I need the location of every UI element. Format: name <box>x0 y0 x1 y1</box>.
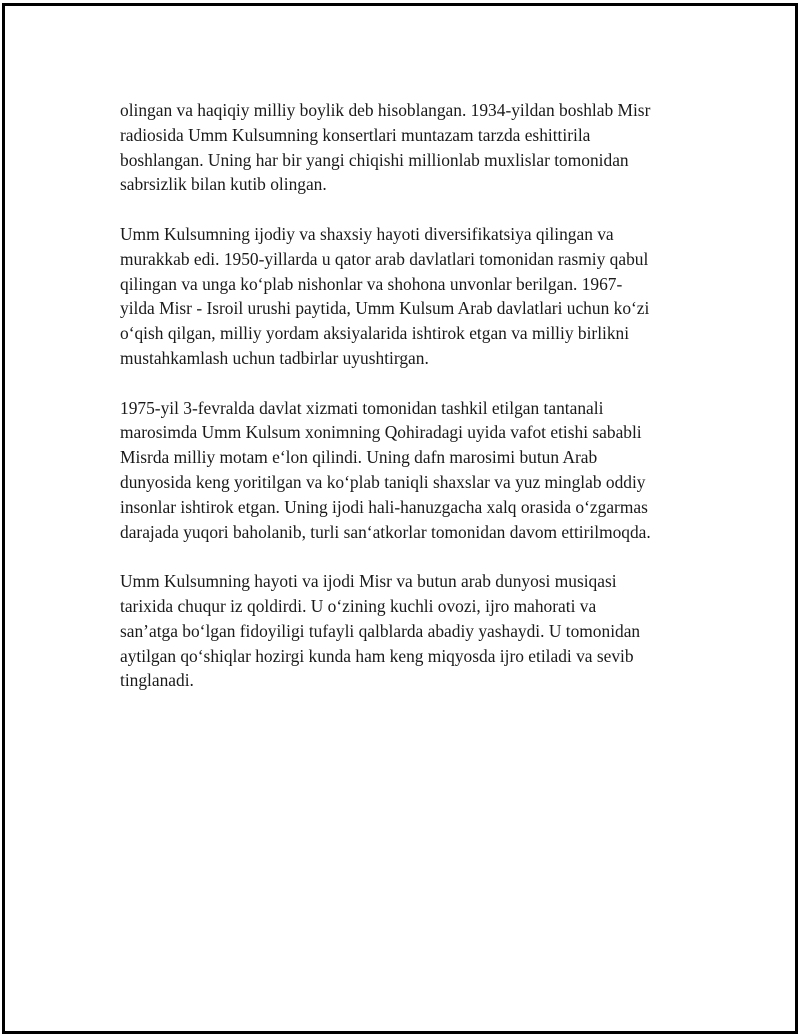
paragraph <box>120 98 700 197</box>
paragraph <box>120 396 700 545</box>
text-line: sanʼatga boʻlgan fidoyiligi tufayli qalblarda abadiy yashaydi. U tomonidan <box>120 620 641 641</box>
text-line: 1975-yil 3-fevralda davlat xizmati tomonidan tashkil etilgan tantanali <box>120 397 604 418</box>
text-line: mustahkamlash uchun tadbirlar uyushtirgan. <box>120 347 429 368</box>
text-line: Umm Kulsumning hayoti va ijodi Misr va butun arab dunyosi musiqasi <box>120 571 617 592</box>
text-line: tarixida chuqur iz qoldirdi. U oʻzining kuchli ovozi, ijro mahorati va <box>120 595 597 616</box>
text-line: sabrsizlik bilan kutib olingan. <box>120 174 327 195</box>
text-line: murakkab edi. 1950-yillarda u qator arab davlatlari tomonidan rasmiy qabul <box>120 248 649 269</box>
text-line: insonlar ishtirok etgan. Uning ijodi hali-hanuzgacha xalq orasida oʻzgarmas <box>120 496 648 517</box>
text-line: tinglanadi. <box>120 670 194 691</box>
paragraph <box>120 569 700 693</box>
text-line: dunyosida keng yoritilgan va koʻplab taniqli shaxslar va yuz minglab oddiy <box>120 471 646 492</box>
text-line: aytilgan qoʻshiqlar hozirgi kunda ham keng miqyosda ijro etiladi va sevib <box>120 645 634 666</box>
text-line: olingan va haqiqiy milliy boylik deb hisoblangan. 1934-yildan boshlab Misr <box>120 100 651 120</box>
text-line: boshlangan. Uning har bir yangi chiqishi millionlab muxlislar tomonidan <box>120 149 629 170</box>
text-line: Misrda milliy motam eʻlon qilindi. Uning dafn marosimi butun Arab <box>120 447 598 468</box>
paragraph <box>120 222 700 371</box>
text-line: marosimda Umm Kulsum xonimning Qohiradagi uyida vafot etishi sababli <box>120 422 642 443</box>
text-line: darajada yuqori baholanib, turli sanʻatkorlar tomonidan davom ettirilmoqda. <box>120 521 651 542</box>
document-body <box>120 98 700 718</box>
text-line: yilda Misr - Isroil urushi paytida, Umm Kulsum Arab davlatlari uchun koʻzi <box>120 298 650 319</box>
text-line: oʻqish qilgan, milliy yordam aksiyalarida ishtirok etgan va milliy birlikni <box>120 323 630 344</box>
page-frame <box>2 3 798 1034</box>
text-line: qilingan va unga koʻplab nishonlar va shohona unvonlar berilgan. 1967- <box>120 273 623 294</box>
text-line: radiosida Umm Kulsumning konsertlari muntazam tarzda eshittirila <box>120 124 591 145</box>
text-line: Umm Kulsumning ijodiy va shaxsiy hayoti diversifikatsiya qilingan va <box>120 223 614 244</box>
